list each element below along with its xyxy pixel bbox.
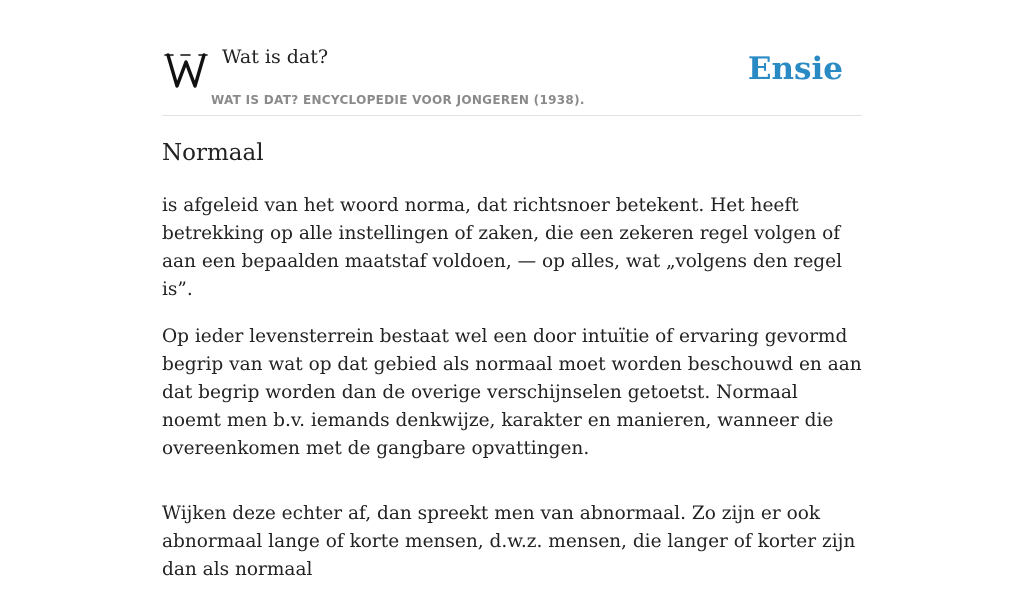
ensie-brand-link[interactable]: Ensie — [747, 51, 843, 87]
wikipedia-w-icon — [164, 50, 208, 90]
source-header — [162, 40, 862, 116]
article-paragraph: Op ieder levensterrein bestaat wel een door intuïtie of ervaring gevormd begrip van wat op dat gebied als normaal moet worden beschouwd en aan dat begrip worden dan de overige verschijnselen getoetst. Normaal noemt men b.v. iemands denkwijze, karakter en manieren, wanneer die overeenkomen met de gangbare opvattingen. — [162, 326, 862, 459]
article-title: Normaal — [162, 140, 264, 166]
article-paragraph: Wijken deze echter af, dan spreekt men van abnormaal. Zo zijn er ook abnormaal lange of korte mensen, d.w.z. mensen, die langer of korter zijn dan als normaal — [162, 503, 856, 580]
article-body — [162, 192, 862, 603]
source-title: Wat is dat? — [222, 46, 329, 68]
article-paragraph: is afgeleid van het woord norma, dat richtsnoer betekent. Het heeft betrekking op alle instellingen of zaken, die een zekeren regel volgen of aan een bepaalden maatstaf voldoen, — op alles, wat „volgens den regel is”. — [162, 195, 842, 300]
source-subtitle: WAT IS DAT? ENCYCLOPEDIE VOOR JONGEREN (1938). — [211, 93, 585, 107]
